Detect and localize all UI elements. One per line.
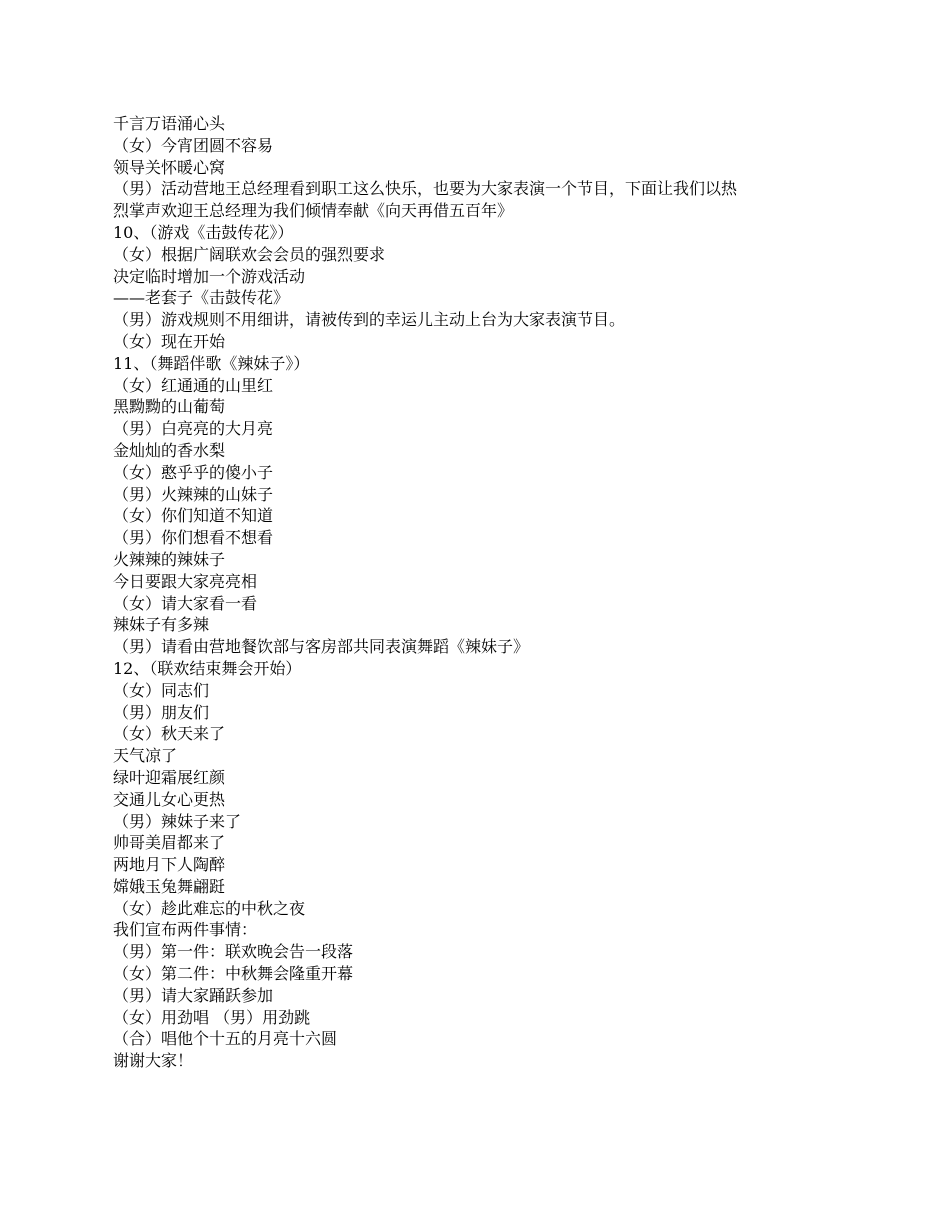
text-line: 两地月下人陶醉 (113, 855, 226, 875)
text-line: （女）憨乎乎的傻小子 (113, 462, 274, 482)
text-line: （男）火辣辣的山妹子 (113, 484, 274, 504)
text-line: （男）你们想看不想看 (113, 528, 274, 548)
text-line: （男）朋友们 (113, 702, 210, 722)
text-line: （男）请看由营地餐饮部与客房部共同表演舞蹈《辣妹子》 (113, 637, 530, 657)
text-line: （女）你们知道不知道 (113, 506, 274, 526)
text-line: 黑黝黝的山葡萄 (113, 397, 226, 417)
text-line: 嫦娥玉兔舞翩跹 (113, 876, 226, 896)
text-line: （女）趁此难忘的中秋之夜 (113, 898, 306, 918)
text-line: （男）辣妹子来了 (113, 811, 242, 831)
text-line: 交通儿女心更热 (113, 789, 226, 809)
text-line: （男）游戏规则不用细讲，请被传到的幸运儿主动上台为大家表演节目。 (113, 310, 626, 330)
text-line: （男）活动营地王总经理看到职工这么快乐，也要为大家表演一个节目，下面让我们以热 (113, 179, 738, 199)
text-line: （女）红通通的山里红 (113, 375, 274, 395)
document-page (113, 113, 843, 1072)
text-line: 今日要跟大家亮亮相 (113, 571, 258, 591)
text-line: （女）用劲唱 （男）用劲跳 (113, 1007, 311, 1027)
text-line: （女）同志们 (113, 680, 210, 700)
text-line: 帅哥美眉都来了 (113, 833, 226, 853)
text-line: （男）白亮亮的大月亮 (113, 419, 274, 439)
text-line: 谢谢大家！ (113, 1051, 194, 1071)
text-line: 千言万语涌心头 (113, 114, 226, 133)
text-line: （女）根据广阔联欢会会员的强烈要求 (113, 244, 386, 264)
text-line: （女）现在开始 (113, 331, 226, 351)
text-line: （女）秋天来了 (113, 724, 226, 744)
text-line: 辣妹子有多辣 (113, 615, 210, 635)
text-line: （女）请大家看一看 (113, 593, 258, 613)
section-heading: 11、（舞蹈伴歌《辣妹子》） (113, 353, 310, 373)
text-line: 烈掌声欢迎王总经理为我们倾情奉献《向天再借五百年》 (113, 201, 514, 221)
text-line: （男）请大家踊跃参加 (113, 985, 274, 1005)
text-line: 绿叶迎霜展红颜 (113, 767, 226, 787)
text-line: （合）唱他个十五的月亮十六圆 (113, 1029, 338, 1049)
text-line: 领导关怀暖心窝 (113, 157, 226, 177)
text-line: 天气凉了 (113, 746, 178, 766)
text-line: 金灿灿的香水梨 (113, 440, 226, 460)
section-heading: 12、（联欢结束舞会开始） (113, 658, 302, 678)
section-heading: 10、（游戏《击鼓传花》） (113, 222, 294, 242)
text-line: （男）第一件：联欢晚会告一段落 (113, 942, 354, 962)
text-line: （女）今宵团圆不容易 (113, 135, 274, 155)
text-line: 我们宣布两件事情： (113, 920, 258, 940)
text-line: 火辣辣的辣妹子 (113, 549, 226, 569)
text-line: ——老套子《击鼓传花》 (113, 288, 290, 308)
text-line: 决定临时增加一个游戏活动 (113, 266, 306, 286)
text-line: （女）第二件：中秋舞会隆重开幕 (113, 964, 354, 984)
